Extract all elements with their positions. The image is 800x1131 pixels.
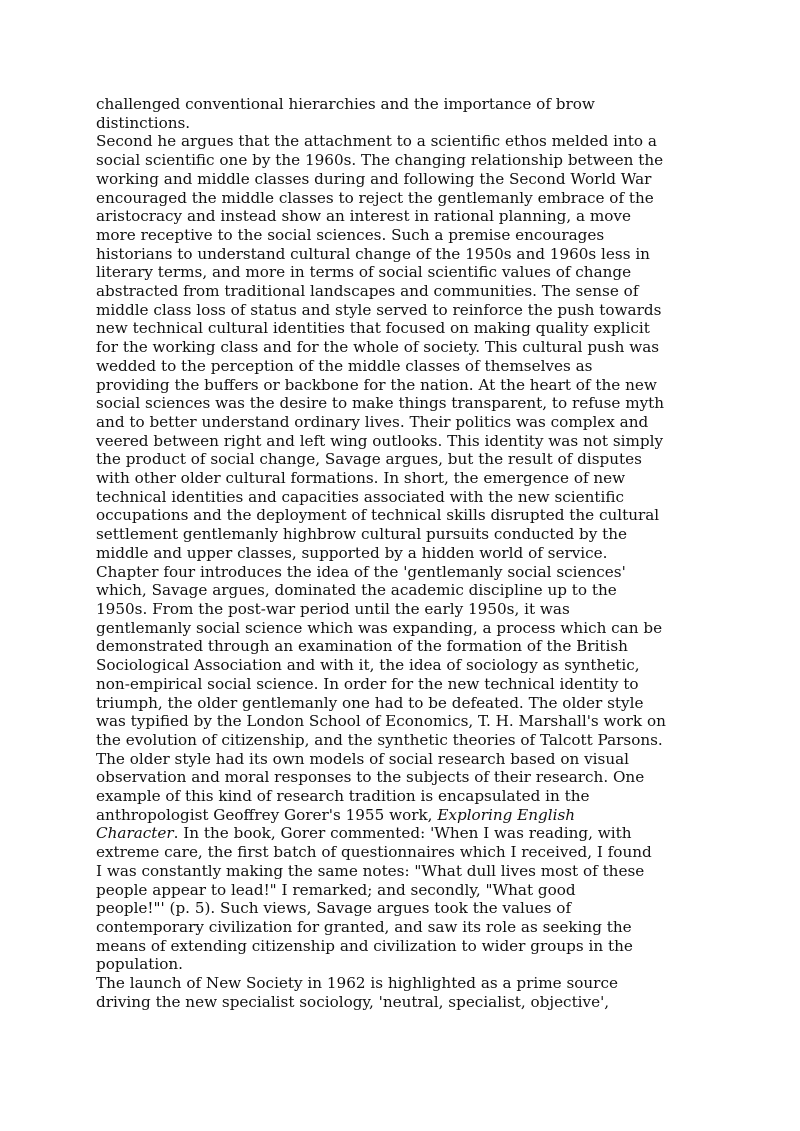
text-line: with other older cultural formations. In short, the emergence of new (96, 469, 626, 488)
text-line: middle class loss of status and style served to reinforce the push towards (96, 300, 662, 319)
text-line: The launch of New Society in 1962 is highlighted as a prime source (96, 974, 618, 993)
book-title-italic: Character (96, 824, 174, 843)
text-line: aristocracy and instead show an interest in rational planning, a move (96, 207, 631, 226)
text-line: providing the buffers or backbone for the nation. At the heart of the new (96, 375, 657, 394)
text-line: historians to understand cultural change of the 1950s and 1960s less in (96, 244, 650, 263)
text-line: Chapter four introduces the idea of the 'gentlemanly social sciences' (96, 562, 626, 581)
text-line: social scientific one by the 1960s. The changing relationship between the (96, 151, 664, 170)
text-segment: anthropologist Geoffrey Gorer's 1955 work, (96, 805, 438, 824)
text-line (96, 806, 716, 825)
text-line: for the working class and for the whole of society. This cultural push was (96, 338, 660, 357)
text-line: contemporary civilization for granted, and saw its role as seeking the (96, 917, 632, 936)
text-line: Sociological Association and with it, the idea of sociology as synthetic, (96, 656, 640, 675)
paragraph-scientific-ethos (96, 132, 716, 562)
text-line: extreme care, the first batch of questionnaires which I received, I found (96, 843, 652, 862)
text-line: means of extending citizenship and civilization to wider groups in the (96, 936, 633, 955)
paragraph-gentlemanly-social-sciences (96, 563, 716, 974)
text-line: non-empirical social science. In order for the new technical identity to (96, 674, 639, 693)
text-line: technical identities and capacities associated with the new scientific (96, 487, 625, 506)
text-line (96, 824, 716, 843)
book-title-italic: Exploring English (437, 805, 576, 824)
paragraph-continuation (96, 95, 716, 132)
text-line: abstracted from traditional landscapes and communities. The sense of (96, 282, 639, 301)
text-line: veered between right and left wing outlooks. This identity was not simply (96, 431, 664, 450)
text-line: the evolution of citizenship, and the synthetic theories of Talcott Parsons. (96, 730, 663, 749)
text-line: middle and upper classes, supported by a hidden world of service. (96, 543, 608, 562)
text-line: occupations and the deployment of technical skills disrupted the cultural (96, 506, 660, 525)
text-line: encouraged the middle classes to reject the gentlemanly embrace of the (96, 188, 654, 207)
text-line: gentlemanly social science which was expanding, a process which can be (96, 618, 663, 637)
text-line: working and middle classes during and following the Second World War (96, 169, 652, 188)
document-page (96, 95, 716, 1011)
text-segment: . In the book, Gorer commented: 'When I was reading, with (173, 824, 632, 843)
text-line: challenged conventional hierarchies and the importance of brow (96, 95, 595, 113)
text-line: literary terms, and more in terms of social scientific values of change (96, 263, 632, 282)
text-line: was typified by the London School of Economics, T. H. Marshall's work on (96, 712, 666, 731)
text-line: I was constantly making the same notes: "What dull lives most of these (96, 861, 645, 880)
text-line: Second he argues that the attachment to a scientific ethos melded into a (96, 132, 657, 151)
text-line: settlement gentlemanly highbrow cultural pursuits conducted by the (96, 525, 628, 544)
text-line: triumph, the older gentlemanly one had to be defeated. The older style (96, 693, 644, 712)
text-line: the product of social change, Savage argues, but the result of disputes (96, 450, 642, 469)
paragraph-new-society (96, 974, 716, 1011)
text-line: distinctions. (96, 113, 191, 132)
text-line: people appear to lead!" I remarked; and secondly, "What good (96, 880, 576, 899)
text-line: social sciences was the desire to make things transparent, to refuse myth (96, 394, 665, 413)
text-line: example of this kind of research tradition is encapsulated in the (96, 787, 590, 806)
text-line: more receptive to the social sciences. Such a premise encourages (96, 225, 605, 244)
text-line: new technical cultural identities that focused on making quality explicit (96, 319, 650, 338)
text-line: 1950s. From the post-war period until the early 1950s, it was (96, 599, 570, 618)
text-line: wedded to the perception of the middle classes of themselves as (96, 356, 593, 375)
text-line: which, Savage argues, dominated the academic discipline up to the (96, 581, 617, 600)
text-line: population. (96, 955, 183, 974)
text-line: people!"' (p. 5). Such views, Savage argues took the values of (96, 899, 572, 918)
text-line: The older style had its own models of social research based on visual (96, 749, 630, 768)
text-line: demonstrated through an examination of the formation of the British (96, 637, 628, 656)
text-line: and to better understand ordinary lives. Their politics was complex and (96, 412, 649, 431)
text-line: driving the new specialist sociology, 'neutral, specialist, objective', (96, 992, 610, 1011)
text-line: observation and moral responses to the subjects of their research. One (96, 768, 645, 787)
